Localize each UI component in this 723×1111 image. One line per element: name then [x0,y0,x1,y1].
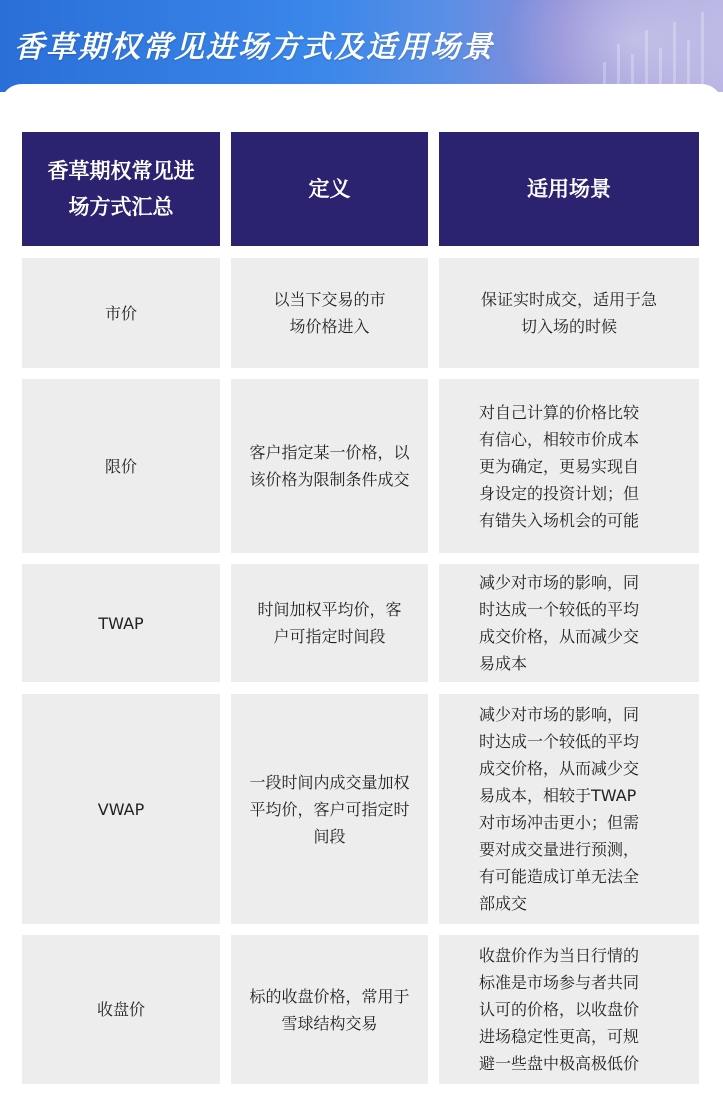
header-definition: 定义 [231,132,428,246]
page-title: 香草期权常见进场方式及适用场景 [14,30,494,65]
title-banner [0,0,723,92]
table-row-method: TWAP [22,564,220,682]
table-row-definition: 时间加权平均价，客户可指定时间段 [231,564,428,682]
table-row-method: 限价 [22,379,220,553]
table-row-definition: 标的收盘价格，常用于雪球结构交易 [231,935,428,1084]
header-scenario: 适用场景 [439,132,699,246]
table-row-scenario: 减少对市场的影响，同时达成一个较低的平均成交价格，从而减少交易成本，相较于TWAP对市场冲击更小；但需要对成交量进行预测，有可能造成订单无法全部成交 [439,694,699,924]
table-row-scenario: 减少对市场的影响，同时达成一个较低的平均成交价格，从而减少交易成本 [439,564,699,682]
banner-decor-bars [583,0,723,92]
table-row-scenario: 对自己计算的价格比较有信心，相较市价成本更为确定，更易实现自身设定的投资计划；但有错失入场机会的可能 [439,379,699,553]
table-row-scenario: 保证实时成交，适用于急切入场的时候 [439,258,699,368]
table-row-definition: 客户指定某一价格，以该价格为限制条件成交 [231,379,428,553]
table-row-scenario: 收盘价作为当日行情的标准是市场参与者共同认可的价格，以收盘价进场稳定性更高，可规避一些盘中极高极低价 [439,935,699,1084]
table-row-method: 收盘价 [22,935,220,1084]
header-method: 香草期权常见进场方式汇总 [22,132,220,246]
table-row-method: VWAP [22,694,220,924]
table-row-method: 市价 [22,258,220,368]
table-row-definition: 一段时间内成交量加权平均价，客户可指定时间段 [231,694,428,924]
table-row-definition: 以当下交易的市场价格进入 [231,258,428,368]
